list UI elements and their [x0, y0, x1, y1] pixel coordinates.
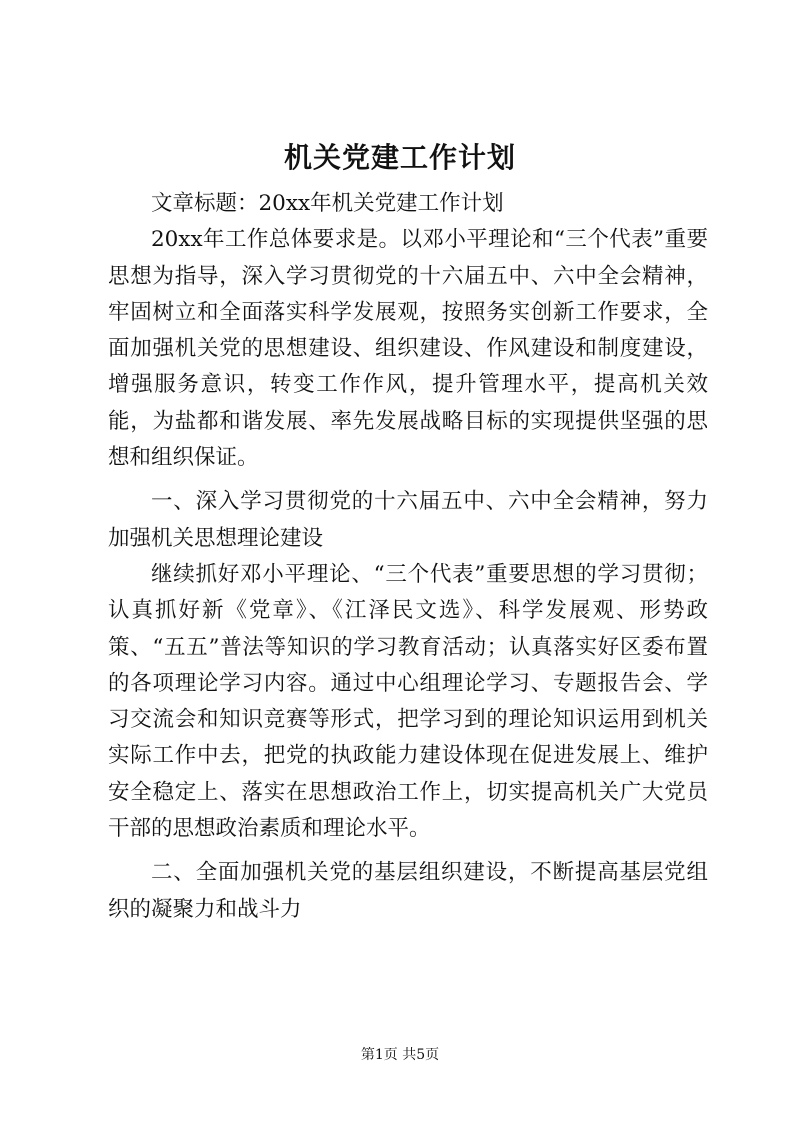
document-body [108, 186, 708, 928]
paragraph-overall-requirements: 20xx年工作总体要求是。以邓小平理论和“三个代表”重要思想为指导，深入学习贯彻党的十六届五中、六中全会精神，牢固树立和全面落实科学发展观，按照务实创新工作要求，全面加强机关党的思想建设、组织建设、作风建设和制度建设，增强服务意识，转变工作作风，提升管理水平，提高机关效能，为盐都和谐发展、率先发展战略目标的实现提供坚强的思想和组织保证。 [108, 227, 708, 471]
document-title: 机关党建工作计划 [283, 141, 516, 174]
section-heading-2: 二、全面加强机关党的基层组织建设，不断提高基层党组织的凝聚力和战斗力 [108, 860, 708, 922]
article-title-line: 文章标题：20xx年机关党建工作计划 [151, 191, 504, 216]
paragraph-section-1: 继续抓好邓小平理论、“三个代表”重要思想的学习贯彻；认真抓好新《党章》、《江泽民文选》、科学发展观、形势政策、“五五”普法等知识的学习教育活动；认真落实好区委布置的各项理论学习内容。通过中心组理论学习、专题报告会、学习交流会和知识竞赛等形式，把学习到的理论知识运用到机关实际工作中去，把党的执政能力建设体现在促进发展上、维护安全稳定上、落实在思想政治工作上，切实提高机关广大党员干部的思想政治素质和理论水平。 [108, 561, 708, 842]
page-footer: 第1页 共5页 [360, 1047, 440, 1063]
section-heading-1: 一、深入学习贯彻党的十六届五中、六中全会精神，努力加强机关思想理论建设 [108, 489, 708, 551]
